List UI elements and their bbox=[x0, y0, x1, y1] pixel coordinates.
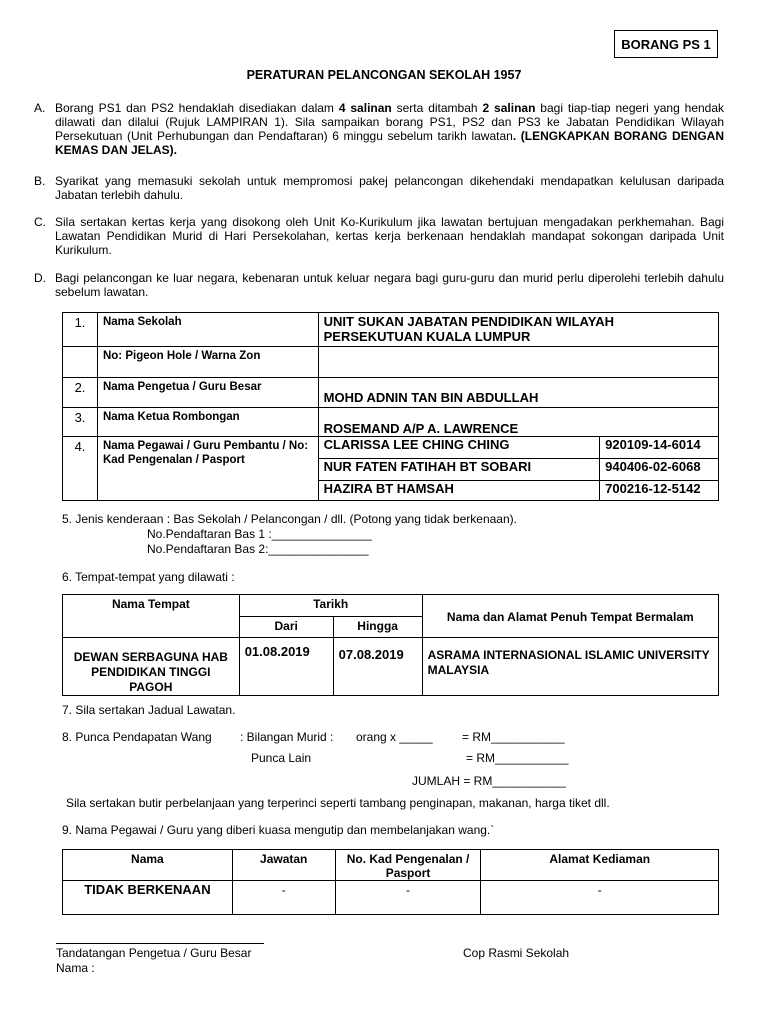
table-row bbox=[63, 850, 719, 881]
group-leader-label: Nama Ketua Rombongan bbox=[97, 408, 318, 437]
school-name-label: Nama Sekolah bbox=[97, 313, 318, 347]
school-name-value[interactable]: UNIT SUKAN JABATAN PENDIDIKAN WILAYAH PERSEKUTUAN KUALA LUMPUR bbox=[318, 313, 718, 347]
row-number: 1. bbox=[63, 313, 98, 347]
col-name-header: Nama bbox=[63, 850, 233, 881]
table-row bbox=[63, 437, 719, 459]
instruction-d bbox=[34, 271, 724, 299]
staff-name[interactable]: HAZIRA BT HAMSAH bbox=[318, 481, 600, 501]
col-post-header: Jawatan bbox=[232, 850, 335, 881]
col-place-header: Nama Tempat bbox=[63, 595, 240, 638]
other-amount-field[interactable]: = RM___________ bbox=[466, 751, 569, 765]
page-title: PERATURAN PELANCONGAN SEKOLAH 1957 bbox=[246, 68, 522, 82]
staff-ic[interactable]: 700216-12-5142 bbox=[600, 481, 719, 501]
table-row bbox=[63, 595, 719, 617]
principal-name-value[interactable]: MOHD ADNIN TAN BIN ABDULLAH bbox=[318, 378, 718, 408]
schedule-line: 7. Sila sertakan Jadual Lawatan. bbox=[62, 703, 236, 717]
stay-address[interactable]: ASRAMA INTERNASIONAL ISLAMIC UNIVERSITY MALAYSIA bbox=[422, 638, 718, 696]
date-to[interactable]: 07.08.2019 bbox=[333, 638, 422, 696]
pigeon-hole-label: No: Pigeon Hole / Warna Zon bbox=[97, 347, 318, 378]
instruction-label: D. bbox=[34, 271, 46, 285]
authorized-officer-table bbox=[62, 849, 719, 915]
principal-name-label: Nama Pengetua / Guru Besar bbox=[97, 378, 318, 408]
instruction-label: A. bbox=[34, 101, 46, 115]
pigeon-hole-value[interactable] bbox=[318, 347, 718, 378]
table-row bbox=[63, 378, 719, 408]
row-number: 4. bbox=[63, 437, 98, 501]
col-stay-header: Nama dan Alamat Penuh Tempat Bermalam bbox=[422, 595, 718, 638]
places-table bbox=[62, 594, 719, 696]
income-source-label: 8. Punca Pendapatan Wang bbox=[62, 730, 212, 744]
officer-address[interactable]: - bbox=[481, 881, 719, 915]
officer-name[interactable]: TIDAK BERKENAAN bbox=[63, 881, 233, 915]
school-stamp-label: Cop Rasmi Sekolah bbox=[463, 946, 570, 960]
instruction-a bbox=[34, 101, 724, 157]
row-number: 2. bbox=[63, 378, 98, 408]
date-from[interactable]: 01.08.2019 bbox=[239, 638, 333, 696]
student-amount-field[interactable]: = RM___________ bbox=[462, 730, 565, 744]
total-amount-field[interactable]: JUMLAH = RM___________ bbox=[412, 774, 566, 788]
row-number: 3. bbox=[63, 408, 98, 437]
instruction-text: Syarikat yang memasuki sekolah untuk mempromosi pakej pelancongan dikehendaki mendapatkan kelulusan daripada Jabatan terlebih dahulu. bbox=[55, 174, 724, 202]
staff-ic[interactable]: 940406-02-6068 bbox=[600, 459, 719, 481]
instruction-text: Bagi pelancongan ke luar negara, kebenaran untuk keluar negara bagi guru-guru dan murid perlu diperolehi terlebih dahulu sebelum lawatan. bbox=[55, 271, 724, 299]
col-address-header: Alamat Kediaman bbox=[481, 850, 719, 881]
instruction-label: B. bbox=[34, 174, 46, 188]
instruction-c bbox=[34, 215, 724, 257]
authorized-officer-heading: 9. Nama Pegawai / Guru yang diberi kuasa mengutip dan membelanjakan wang.` bbox=[62, 823, 495, 837]
col-to-header: Hingga bbox=[333, 617, 422, 638]
instruction-b bbox=[34, 174, 724, 202]
expense-note: Sila sertakan butir perbelanjaan yang terperinci seperti tambang penginapan, makanan, harga tiket dll. bbox=[66, 796, 610, 810]
col-ic-header: No. Kad Pengenalan / Pasport bbox=[335, 850, 481, 881]
student-count-label: : Bilangan Murid : bbox=[240, 730, 334, 744]
col-from-header: Dari bbox=[239, 617, 333, 638]
bus1-registration[interactable]: No.Pendaftaran Bas 1 :_______________ bbox=[147, 527, 372, 541]
other-source-label: Punca Lain bbox=[251, 751, 312, 765]
place-name[interactable]: DEWAN SERBAGUNA HAB PENDIDIKAN TINGGI PAGOH bbox=[63, 638, 240, 696]
group-leader-value[interactable]: ROSEMAND A/P A. LAWRENCE bbox=[318, 408, 718, 437]
staff-label: Nama Pegawai / Guru Pembantu / No: Kad Pengenalan / Pasport bbox=[97, 437, 318, 501]
table-row bbox=[63, 638, 719, 696]
places-heading: 6. Tempat-tempat yang dilawati : bbox=[62, 570, 235, 584]
form-code-badge: BORANG PS 1 bbox=[614, 30, 718, 58]
instruction-text: Borang PS1 dan PS2 hendaklah disediakan dalam 4 salinan serta ditambah 2 salinan bagi tiap-tiap negeri yang hendak dilawati dan dilalui (Rujuk LAMPIRAN 1). Sila sampaikan borang PS1, PS2 dan PS3 ke Jabatan Pendidikan Wilayah Persekutuan (Unit Perhubungan dan Pendaftaran) 6 minggu sebelum tarikh lawatan. (LENGKAPKAN BORANG DENGAN KEMAS DAN JELAS). bbox=[55, 101, 725, 157]
signature-line bbox=[56, 943, 264, 944]
staff-name[interactable]: CLARISSA LEE CHING CHING bbox=[318, 437, 600, 459]
officer-ic[interactable]: - bbox=[335, 881, 481, 915]
table-row bbox=[63, 313, 719, 347]
signature-label: Tandatangan Pengetua / Guru Besar bbox=[56, 946, 252, 960]
officer-post[interactable]: - bbox=[232, 881, 335, 915]
name-label[interactable]: Nama : bbox=[56, 961, 95, 975]
instruction-label: C. bbox=[34, 215, 46, 229]
bus2-registration[interactable]: No.Pendaftaran Bas 2:_______________ bbox=[147, 542, 369, 556]
table-row bbox=[63, 408, 719, 437]
instruction-text: Sila sertakan kertas kerja yang disokong oleh Unit Ko-Kurikulum jika lawatan bertujuan mengadakan perkhemahan. Bagi Lawatan Pendidikan Murid di Hari Persekolahan, kertas kerja berkenaan hendaklah mandapat sokongan daripada Unit Kurikulum. bbox=[55, 215, 724, 257]
table-row bbox=[63, 881, 719, 915]
col-date-header: Tarikh bbox=[239, 595, 422, 617]
staff-ic[interactable]: 920109-14-6014 bbox=[600, 437, 719, 459]
student-count-field[interactable]: orang x _____ bbox=[356, 730, 433, 744]
staff-name[interactable]: NUR FATEN FATIHAH BT SOBARI bbox=[318, 459, 600, 481]
details-table bbox=[62, 312, 719, 501]
vehicle-type-line: 5. Jenis kenderaan : Bas Sekolah / Pelancongan / dll. (Potong yang tidak berkenaan). bbox=[62, 512, 517, 526]
table-row bbox=[63, 347, 719, 378]
